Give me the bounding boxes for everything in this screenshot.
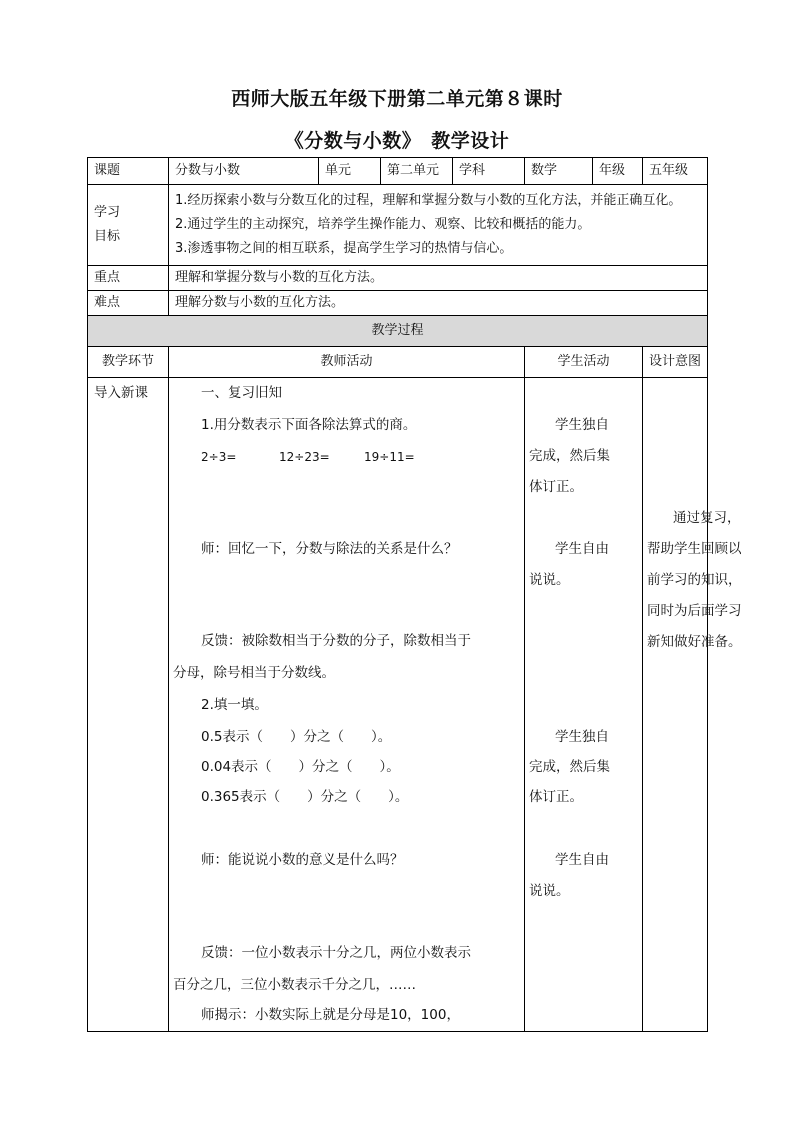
header-student: 学生活动 bbox=[525, 347, 643, 378]
goal-item: 3.渗透事物之间的相互联系，提高学生学习的热情与信心。 bbox=[175, 241, 513, 256]
key-point-label: 重点 bbox=[88, 266, 169, 291]
student-line: 学生自由 bbox=[555, 541, 609, 557]
student-line: 说说。 bbox=[529, 883, 570, 899]
subject-value: 数学 bbox=[525, 158, 593, 185]
stage-label: 导入新课 bbox=[94, 385, 148, 401]
design-intent-cell bbox=[643, 378, 742, 1032]
goal-item: 2.通过学生的主动探究，培养学生操作能力、观察、比较和概括的能力。 bbox=[175, 217, 591, 232]
unit-value: 第二单元 bbox=[381, 158, 453, 185]
teacher-line: 12÷23= bbox=[279, 450, 330, 464]
header-intent: 设计意图 bbox=[643, 347, 708, 378]
goal-item: 1.经历探索小数与分数互化的过程，理解和掌握分数与小数的互化方法，并能正确互化。 bbox=[175, 193, 682, 208]
teacher-line: 师揭示：小数实际上就是分母是10，100， bbox=[201, 1007, 460, 1023]
student-line: 说说。 bbox=[529, 572, 570, 588]
intent-line: 帮助学生回顾以 bbox=[647, 541, 742, 557]
book-title: 《分数与小数》 bbox=[284, 130, 422, 152]
intent-line: 新知做好准备。 bbox=[647, 634, 742, 650]
stage-cell bbox=[88, 378, 169, 1032]
goals-label bbox=[88, 185, 169, 266]
student-line: 体订正。 bbox=[529, 789, 583, 805]
teacher-line: 2.填一填。 bbox=[201, 697, 268, 713]
teacher-line: 0.5表示（ ）分之（ ）。 bbox=[201, 729, 392, 745]
topic-value: 分数与小数 bbox=[169, 158, 319, 185]
teacher-line: 19÷11= bbox=[364, 450, 415, 464]
process-header-row bbox=[88, 347, 708, 378]
process-title: 教学过程 bbox=[88, 316, 708, 347]
document-title: 西师大版五年级下册第二单元第８课时 bbox=[231, 88, 563, 110]
teacher-line: 师：能说说小数的意义是什么吗？ bbox=[201, 852, 404, 868]
student-line: 学生自由 bbox=[555, 852, 609, 868]
topic-label: 课题 bbox=[88, 158, 169, 185]
teacher-line: 反馈：被除数相当于分数的分子，除数相当于 bbox=[201, 633, 471, 649]
subject-label: 学科 bbox=[453, 158, 525, 185]
teacher-activity-cell bbox=[169, 378, 525, 1032]
key-point-row bbox=[88, 266, 708, 291]
info-row bbox=[88, 158, 708, 185]
difficulty-row bbox=[88, 291, 708, 316]
unit-label: 单元 bbox=[319, 158, 381, 185]
difficulty-label: 难点 bbox=[88, 291, 169, 316]
header-teacher: 教师活动 bbox=[169, 347, 525, 378]
teacher-line: 师：回忆一下，分数与除法的关系是什么？ bbox=[201, 541, 458, 557]
student-line: 完成，然后集 bbox=[529, 448, 610, 464]
process-body-row bbox=[88, 378, 708, 1032]
teacher-line: 百分之几，三位小数表示千分之几，…… bbox=[173, 977, 416, 993]
student-line: 体订正。 bbox=[529, 479, 583, 495]
process-title-row bbox=[88, 316, 708, 347]
goals-row bbox=[88, 185, 708, 266]
intent-line: 前学习的知识， bbox=[647, 572, 742, 588]
key-point-value: 理解和掌握分数与小数的互化方法。 bbox=[169, 266, 708, 291]
teacher-line: 0.04表示（ ）分之（ ）。 bbox=[201, 759, 400, 775]
grade-label: 年级 bbox=[593, 158, 643, 185]
student-line: 学生独自 bbox=[555, 417, 609, 433]
teacher-line: 1.用分数表示下面各除法算式的商。 bbox=[201, 417, 417, 433]
teacher-line: 0.365表示（ ）分之（ ）。 bbox=[201, 789, 409, 805]
lesson-plan-table bbox=[87, 157, 742, 1032]
student-line: 完成，然后集 bbox=[529, 759, 610, 775]
teacher-line: 一、复习旧知 bbox=[201, 385, 282, 401]
teacher-line: 分母，除号相当于分数线。 bbox=[173, 665, 335, 681]
teacher-line: 反馈：一位小数表示十分之几，两位小数表示 bbox=[201, 945, 471, 961]
intent-line: 通过复习， bbox=[673, 510, 741, 526]
goals-label-line2: 目标 bbox=[94, 229, 121, 244]
student-activity-cell bbox=[525, 378, 643, 1032]
grade-value: 五年级 bbox=[643, 158, 708, 185]
student-line: 学生独自 bbox=[555, 729, 609, 745]
difficulty-value: 理解分数与小数的互化方法。 bbox=[169, 291, 708, 316]
document-subtitle bbox=[0, 126, 794, 153]
goals-content bbox=[169, 185, 708, 266]
intent-line: 同时为后面学习 bbox=[647, 603, 742, 619]
teacher-line: 2÷3= bbox=[201, 450, 237, 464]
subtitle-suffix: 教学设计 bbox=[431, 130, 510, 152]
goals-label-line1: 学习 bbox=[94, 205, 121, 220]
header-stage: 教学环节 bbox=[88, 347, 169, 378]
